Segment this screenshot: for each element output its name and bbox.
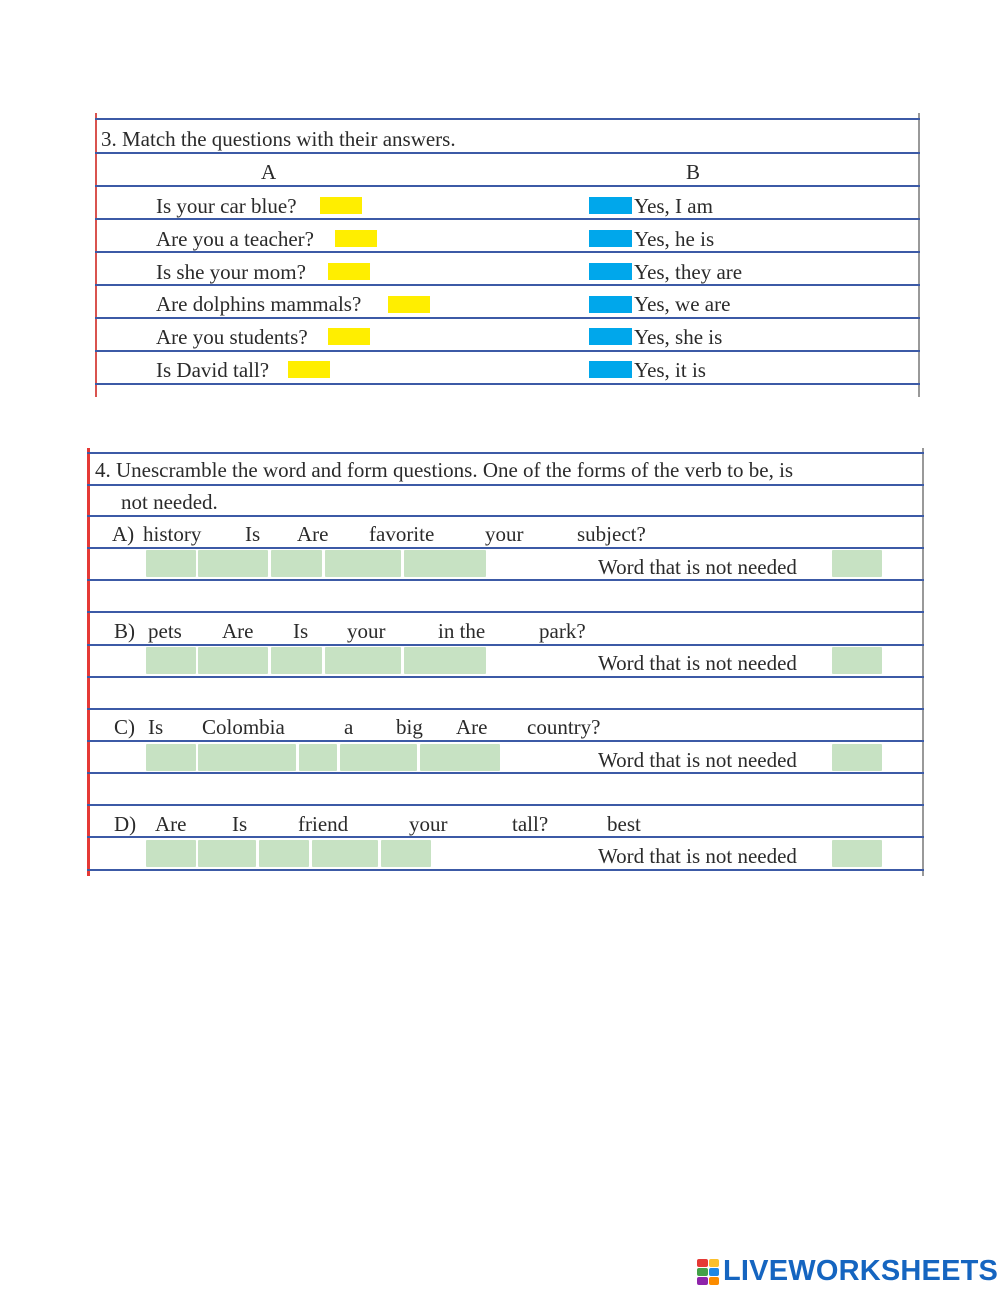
right-border bbox=[922, 448, 924, 876]
not-needed-label: Word that is not needed bbox=[598, 844, 797, 868]
answer-slot[interactable] bbox=[312, 840, 378, 867]
match-drop-target[interactable] bbox=[320, 197, 362, 214]
answer-3: Yes, they are bbox=[634, 260, 743, 284]
scrambled-word: Colombia bbox=[202, 715, 285, 739]
match-handle[interactable] bbox=[589, 197, 632, 214]
answer-2: Yes, he is bbox=[634, 227, 715, 251]
answer-slot[interactable] bbox=[146, 550, 196, 577]
answer-slot[interactable] bbox=[198, 840, 256, 867]
rule-line bbox=[95, 284, 920, 286]
answer-4: Yes, we are bbox=[634, 292, 731, 316]
answer-slot[interactable] bbox=[198, 647, 268, 674]
match-drop-target[interactable] bbox=[335, 230, 377, 247]
match-handle[interactable] bbox=[589, 328, 632, 345]
scrambled-word: country? bbox=[527, 715, 601, 739]
item-letter: D) bbox=[114, 812, 137, 836]
item-letter: A) bbox=[112, 522, 135, 546]
scrambled-word: Are bbox=[155, 812, 187, 836]
logo-tile bbox=[709, 1268, 720, 1276]
rule-line bbox=[87, 547, 924, 549]
margin-line bbox=[87, 448, 90, 876]
column-a-header: A bbox=[261, 160, 277, 184]
column-b-header: B bbox=[686, 160, 701, 184]
rule-line bbox=[87, 452, 924, 454]
rule-line bbox=[87, 772, 924, 774]
answer-slot[interactable] bbox=[404, 550, 486, 577]
scrambled-word: in the bbox=[438, 619, 486, 643]
rule-line bbox=[95, 118, 920, 120]
scrambled-word: pets bbox=[148, 619, 182, 643]
answer-slot[interactable] bbox=[259, 840, 309, 867]
answer-slot[interactable] bbox=[325, 550, 401, 577]
scrambled-word: Is bbox=[245, 522, 261, 546]
answer-slot[interactable] bbox=[404, 647, 486, 674]
answer-5: Yes, she is bbox=[634, 325, 723, 349]
not-needed-label: Word that is not needed bbox=[598, 555, 797, 579]
logo-tile bbox=[697, 1268, 708, 1276]
not-needed-slot[interactable] bbox=[832, 840, 882, 867]
rule-line bbox=[87, 804, 924, 806]
question-5: Are you students? bbox=[156, 325, 308, 349]
rule-line bbox=[87, 676, 924, 678]
answer-slot[interactable] bbox=[381, 840, 431, 867]
rule-line bbox=[95, 317, 920, 319]
answer-6: Yes, it is bbox=[634, 358, 706, 382]
rule-line bbox=[87, 708, 924, 710]
scrambled-word: subject? bbox=[577, 522, 646, 546]
rule-line bbox=[95, 185, 920, 187]
answer-slot[interactable] bbox=[271, 550, 322, 577]
scrambled-word: best bbox=[607, 812, 641, 836]
match-drop-target[interactable] bbox=[388, 296, 430, 313]
rule-line bbox=[95, 383, 920, 385]
question-1: Is your car blue? bbox=[156, 194, 297, 218]
question-4: Are dolphins mammals? bbox=[156, 292, 362, 316]
right-border bbox=[918, 113, 920, 397]
answer-slot[interactable] bbox=[146, 744, 196, 771]
rule-line bbox=[95, 218, 920, 220]
match-handle[interactable] bbox=[589, 230, 632, 247]
logo-tile bbox=[709, 1259, 720, 1267]
rule-line bbox=[87, 869, 924, 871]
scrambled-word: Are bbox=[456, 715, 488, 739]
rule-line bbox=[95, 152, 920, 154]
rule-line bbox=[87, 515, 924, 517]
margin-line bbox=[95, 113, 97, 397]
item-letter: B) bbox=[114, 619, 135, 643]
item-letter: C) bbox=[114, 715, 135, 739]
logo-icon bbox=[697, 1259, 719, 1285]
scrambled-word: your bbox=[485, 522, 524, 546]
match-drop-target[interactable] bbox=[288, 361, 330, 378]
rule-line bbox=[87, 484, 924, 486]
logo-tile bbox=[697, 1277, 708, 1285]
question-3: Is she your mom? bbox=[156, 260, 306, 284]
logo-tile bbox=[697, 1259, 708, 1267]
not-needed-label: Word that is not needed bbox=[598, 748, 797, 772]
match-drop-target[interactable] bbox=[328, 263, 370, 280]
exercise-4-title: 4. Unescramble the word and form questions. One of the forms of the verb to be, is bbox=[95, 458, 794, 482]
not-needed-slot[interactable] bbox=[832, 744, 882, 771]
match-handle[interactable] bbox=[589, 296, 632, 313]
scrambled-word: favorite bbox=[369, 522, 435, 546]
scrambled-word: Are bbox=[222, 619, 254, 643]
answer-slot[interactable] bbox=[325, 647, 401, 674]
answer-slot[interactable] bbox=[420, 744, 500, 771]
rule-line bbox=[95, 251, 920, 253]
scrambled-word: history bbox=[143, 522, 202, 546]
match-handle[interactable] bbox=[589, 361, 632, 378]
scrambled-word: Is bbox=[293, 619, 309, 643]
scrambled-word: big bbox=[396, 715, 423, 739]
question-2: Are you a teacher? bbox=[156, 227, 314, 251]
logo-tile bbox=[709, 1277, 720, 1285]
not-needed-slot[interactable] bbox=[832, 550, 882, 577]
rule-line bbox=[87, 644, 924, 646]
rule-line bbox=[87, 740, 924, 742]
answer-slot[interactable] bbox=[146, 647, 196, 674]
scrambled-word: a bbox=[344, 715, 354, 739]
answer-slot[interactable] bbox=[299, 744, 337, 771]
answer-slot[interactable] bbox=[340, 744, 417, 771]
rule-line bbox=[87, 836, 924, 838]
scrambled-word: Are bbox=[297, 522, 329, 546]
scrambled-word: your bbox=[409, 812, 448, 836]
scrambled-word: park? bbox=[539, 619, 586, 643]
scrambled-word: Is bbox=[148, 715, 164, 739]
question-6: Is David tall? bbox=[156, 358, 270, 382]
rule-line bbox=[95, 350, 920, 352]
answer-slot[interactable] bbox=[198, 550, 268, 577]
answer-1: Yes, I am bbox=[634, 194, 713, 218]
scrambled-word: friend bbox=[298, 812, 349, 836]
match-handle[interactable] bbox=[589, 263, 632, 280]
answer-slot[interactable] bbox=[198, 744, 296, 771]
exercise-4-title-cont: not needed. bbox=[121, 490, 218, 514]
rule-line bbox=[87, 579, 924, 581]
answer-slot[interactable] bbox=[271, 647, 322, 674]
exercise-3-title: 3. Match the questions with their answers. bbox=[101, 127, 456, 151]
rule-line bbox=[87, 611, 924, 613]
scrambled-word: Is bbox=[232, 812, 248, 836]
match-drop-target[interactable] bbox=[328, 328, 370, 345]
scrambled-word: your bbox=[347, 619, 386, 643]
not-needed-label: Word that is not needed bbox=[598, 651, 797, 675]
not-needed-slot[interactable] bbox=[832, 647, 882, 674]
liveworksheets-logo bbox=[697, 1255, 998, 1288]
scrambled-word: tall? bbox=[512, 812, 549, 836]
brand-name: LIVEWORKSHEETS bbox=[723, 1255, 999, 1287]
answer-slot[interactable] bbox=[146, 840, 196, 867]
